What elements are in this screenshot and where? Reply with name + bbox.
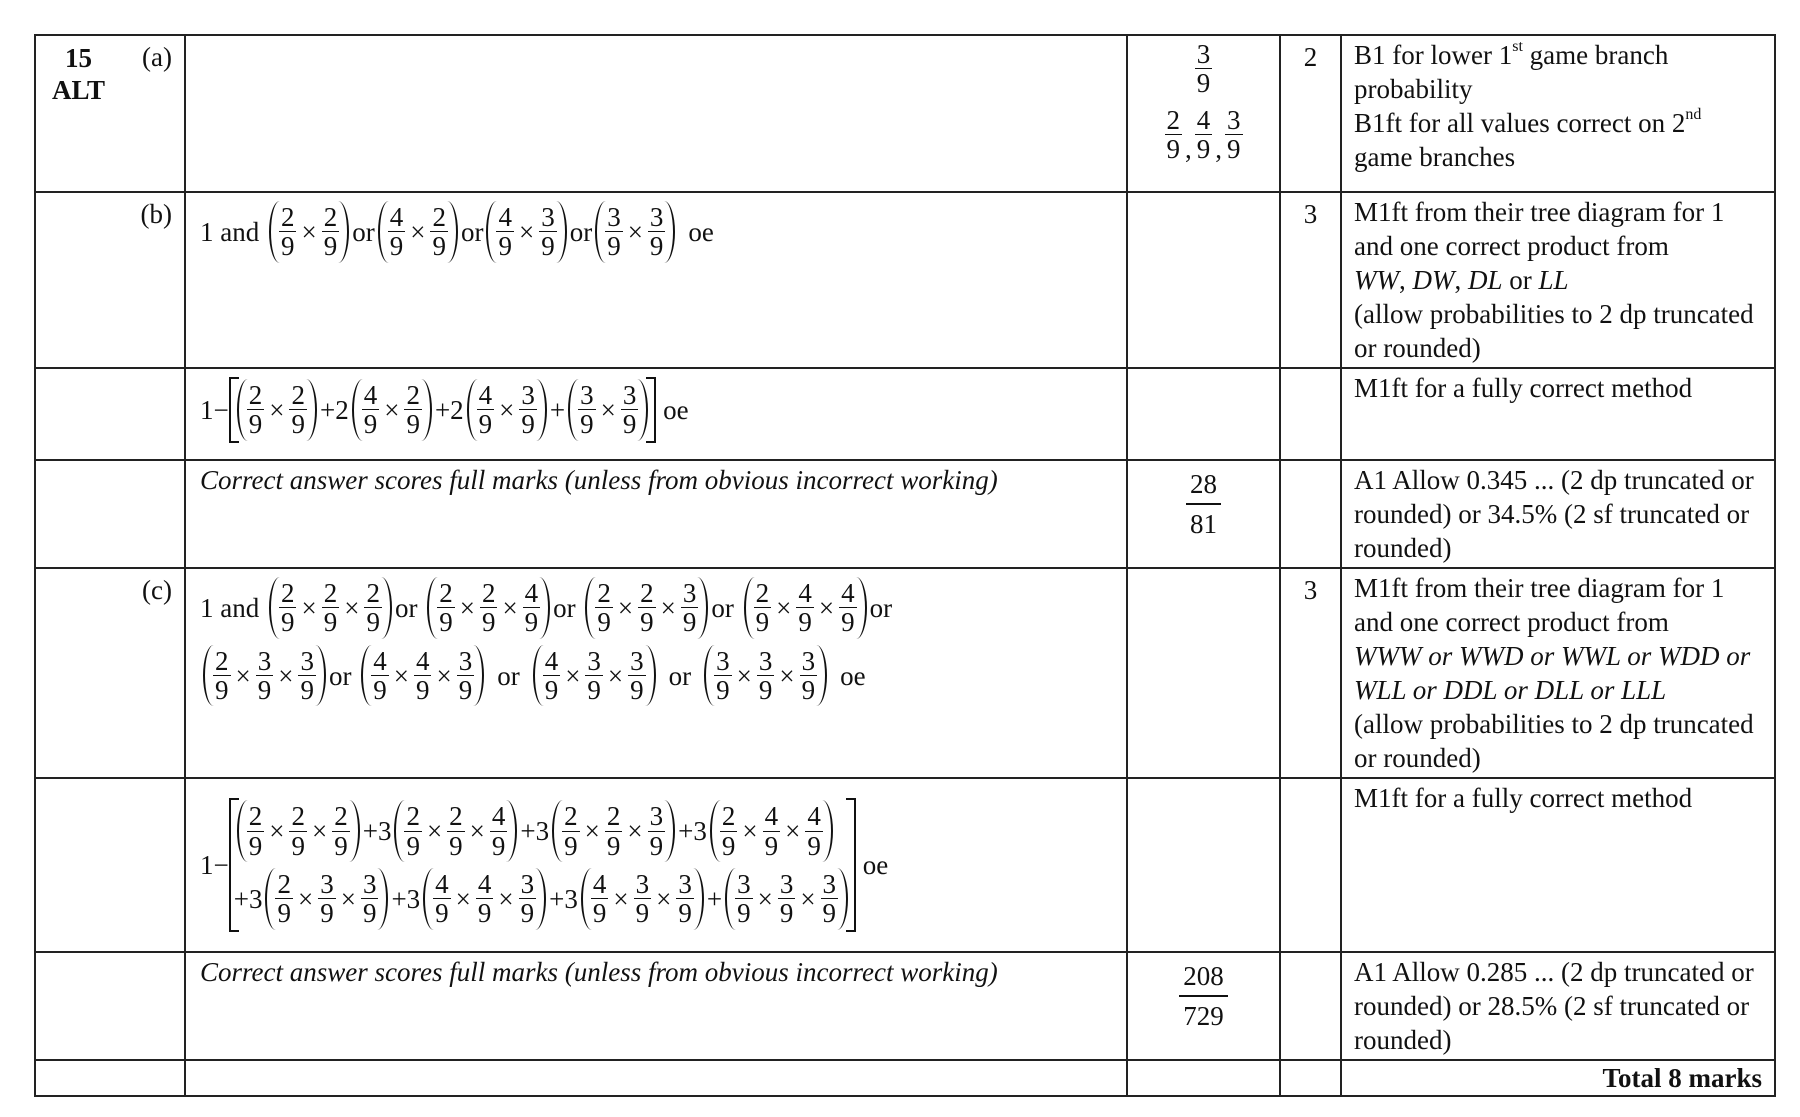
question-number: 15 ALT xyxy=(52,43,106,105)
row-a xyxy=(35,35,1775,192)
row-c-2 xyxy=(35,778,1775,952)
row-c-1 xyxy=(35,568,1775,778)
part-a-label: (a) xyxy=(142,42,172,72)
method-note-b: M1ft for a fully correct method xyxy=(1341,368,1775,460)
answer-b: $\frac{28}{81}$ xyxy=(1127,460,1280,568)
expr-b-2: 1− $\frac{2}{9}$ × $\frac{2}{9}$ + 2 $\frac{4}{9}$ × $\frac{2}{9}$ + 2 $\frac{4}{9}$ × $\frac{3}{9}$ + $\frac{3}{9}$ × $\frac{3}{9}$ oe xyxy=(200,377,689,443)
part-cell-c xyxy=(35,568,185,778)
correct-answer-text-b: Correct answer scores full marks (unless from obvious incorrect working) xyxy=(185,460,1127,568)
row-b-1 xyxy=(35,192,1775,368)
answer-cell-a xyxy=(1127,35,1280,192)
question-cell xyxy=(35,35,185,192)
mark-scheme-table xyxy=(34,34,1776,1097)
working-cell-a xyxy=(185,35,1127,192)
row-c-3 xyxy=(35,952,1775,1060)
answer-b-1 xyxy=(1127,192,1280,368)
expr-b-1: 1 and $\frac{2}{9}$ × $\frac{2}{9}$ or $\frac{4}{9}$ × $\frac{2}{9}$ or $\frac{4}{9}$ × $\frac{3}{9}$ or $\frac{3}{9}$ × $\frac{3}{9}$ oe xyxy=(200,202,714,262)
notes-cell-a: B1 for lower 1st game branch probability B1ft for all values correct on 2nd game branches xyxy=(1341,35,1775,192)
a1-note-c: A1 Allow 0.285 ... (2 dp truncated or rounded) or 28.5% (2 sf truncated or rounded) xyxy=(1341,952,1775,1060)
mark-cell-b: 3 xyxy=(1280,192,1341,368)
part-c-label: (c) xyxy=(142,575,172,605)
notes-c-1: M1ft from their tree diagram for 1 and one correct product from WWW or WWD or WWL or WDD or WLL or DDL or DLL or LLL (allow probabilities to 2 dp truncated or rounded) xyxy=(1341,568,1775,778)
working-c-2: 1− $\frac{2}{9}$ × $\frac{2}{9}$ × $\frac{2}{9}$ + 3 $\frac{2}{9}$ × $\frac{2}{9}$ × $\frac{4}{9}$ + 3 $\frac{2}{9}$ × $\frac{2}{9}$ × $\frac{3}{9}$ + 3 $\frac{2}{9}$ × $\frac{4}{9}$ × $\frac{4}{9}$ + 3 $\frac{2}{9}$ × $\frac{3}{9}$ × $\frac{3}{9}$ + 3 $\frac{4}{9}$ × $\frac{4}{9}$ × $\frac{3}{9}$ + 3 $\frac{4}{9}$ × $\frac{3}{9}$ × $\frac{3}{9}$ + $\frac{3}{9}$ × $\frac{3}{9}$ × $\frac{3}{9}$ oe xyxy=(185,778,1127,952)
mark-cell-a: 2 xyxy=(1280,35,1341,192)
row-b-2 xyxy=(35,368,1775,460)
row-b-3 xyxy=(35,460,1775,568)
part-b-label: (b) xyxy=(140,199,172,229)
working-b-2 xyxy=(185,368,1127,460)
working-c-1: 1 and $\frac{2}{9}$ × $\frac{2}{9}$ × $\frac{2}{9}$ or $\frac{2}{9}$ × $\frac{2}{9}$ × $\frac{4}{9}$ or $\frac{2}{9}$ × $\frac{2}{9}$ × $\frac{3}{9}$ or $\frac{2}{9}$ × $\frac{4}{9}$ × $\frac{4}{9}$ or $\frac{2}{9}$ × $\frac{3}{9}$ × $\frac{3}{9}$ or $\frac{4}{9}$ × $\frac{4}{9}$ × $\frac{3}{9}$ or $\frac{4}{9}$ × $\frac{3}{9}$ × $\frac{3}{9}$ or $\frac{3}{9}$ × $\frac{3}{9}$ × $\frac{3}{9}$ oe xyxy=(185,568,1127,778)
method-note-c: M1ft for a fully correct method xyxy=(1341,778,1775,952)
part-cell-b xyxy=(35,192,185,368)
a1-note-b: A1 Allow 0.345 ... (2 dp truncated or rounded) or 34.5% (2 sf truncated or rounded) xyxy=(1341,460,1775,568)
total-marks: Total 8 marks xyxy=(1341,1060,1775,1096)
answer-a: 3 9 2 9 , 4 9 , 3 9 xyxy=(1166,39,1241,165)
answer-c: $\frac{208}{729}$ xyxy=(1127,952,1280,1060)
row-total xyxy=(35,1060,1775,1096)
notes-b-1: M1ft from their tree diagram for 1 and one correct product from WW, DW, DL or LL (allow probabilities to 2 dp truncated or rounded) xyxy=(1341,192,1775,368)
mark-cell-c: 3 xyxy=(1280,568,1341,778)
correct-answer-text-c: Correct answer scores full marks (unless from obvious incorrect working) xyxy=(185,952,1127,1060)
working-b-1 xyxy=(185,192,1127,368)
